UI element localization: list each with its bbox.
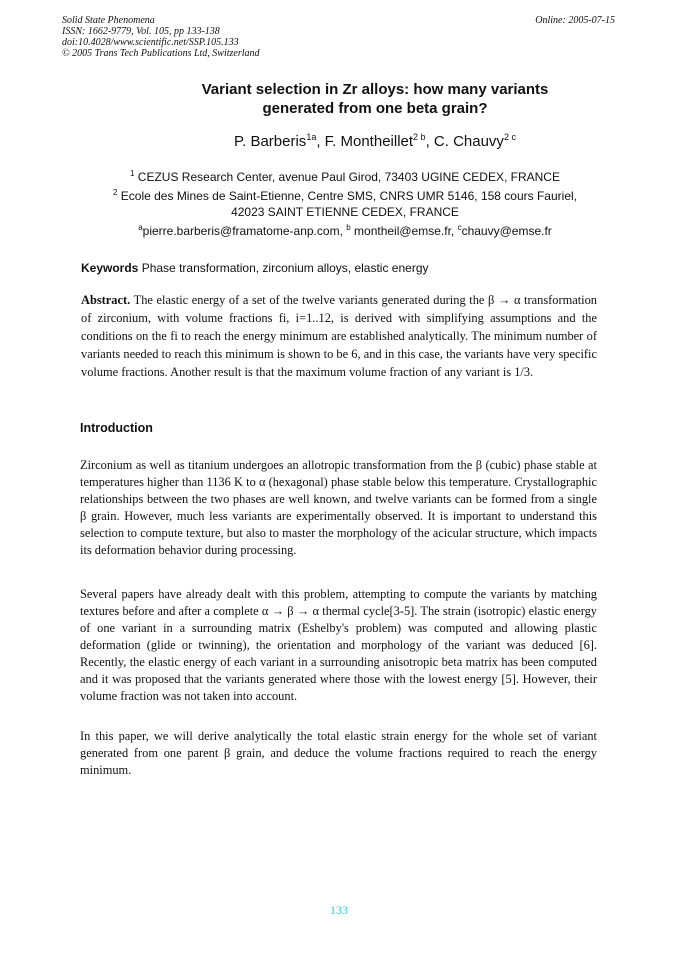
affiliation-2: $^2$ Ecole des Mines de Saint-Etienne, Centre SMS, CNRS UMR 5146, 158 cours Fauriel, bbox=[112, 188, 577, 203]
affiliation-2-cont: 42023 SAINT ETIENNE CEDEX, FRANCE bbox=[231, 205, 459, 219]
online-date: Online: 2005-07-15 bbox=[535, 15, 615, 26]
author-name: F. Montheillet bbox=[324, 133, 414, 150]
issn-line: ISSN: 1662-9779, Vol. 105, pp 133-138 bbox=[62, 26, 220, 37]
title-line-1: Variant selection in Zr alloys: how many variants bbox=[201, 81, 549, 98]
copyright-line: © 2005 Trans Tech Publications Ltd, Switzerland bbox=[62, 48, 260, 59]
author-name: P. Barberis bbox=[234, 133, 307, 150]
journal-name: Solid State Phenomena bbox=[62, 15, 155, 26]
affiliations bbox=[90, 166, 600, 239]
keywords bbox=[81, 261, 429, 275]
author-sup: 2 b bbox=[413, 132, 426, 142]
abstract-label: Abstract. bbox=[81, 293, 131, 307]
keywords-text: Phase transformation, zirconium alloys, elastic energy bbox=[141, 261, 429, 275]
paragraph: Several papers have already dealt with this problem, attempting to compute the variants by matching textures before and after a complete α → β → α thermal cycle[3-5]. The strain (isotropic) elastic energy of one variant in a surrounding matrix (Eshelby's problem) was computed and allowing plastic deformation (glide or twinning), the orientation and morphology of the variant was deduced [6]. Recently, the elastic energy of each variant in a surrounding anisotropic beta matrix has been computed and it was proposed that the variants generated where those with the lowest energy [5]. However, their volume fraction was not taken into account. bbox=[80, 587, 597, 703]
keywords-label: Keywords bbox=[81, 261, 139, 275]
author-list bbox=[100, 132, 650, 150]
email-line: $^a$pierre.barberis@framatome-anp.com, $^b$ montheil@emse.fr, $^c$chauvy@emse.fr bbox=[138, 223, 552, 238]
section-heading: Introduction bbox=[80, 421, 153, 435]
doi-line: doi:10.4028/www.scientific.net/SSP.105.133 bbox=[62, 37, 239, 48]
page-number: 133 bbox=[330, 903, 348, 917]
paper-title bbox=[100, 80, 650, 118]
author-sep: , bbox=[425, 133, 434, 150]
paragraph: Zirconium as well as titanium undergoes an allotropic transformation from the β (cubic) phase stable at temperatures higher than 1136 K to α (hexagonal) phase stable below this temperature. Crystallographic relationships between the two phases are well known, and twelve variants can be formed from a single β grain. However, much less variants are experimentally observed. It is important to understand this selection to compute texture, but also to master the morphology of the acicular structure, which impacts its deformation behavior during processing. bbox=[80, 458, 597, 557]
title-line-2: generated from one beta grain? bbox=[262, 100, 488, 117]
author-name: C. Chauvy bbox=[433, 133, 504, 150]
abstract bbox=[81, 291, 597, 381]
author-sup: 1a bbox=[306, 132, 317, 142]
abstract-text: The elastic energy of a set of the twelve variants generated during the β → α transformation of zirconium, with volume fractions fi, i=1..12, is derived with simplifying assumptions and the conditions on the fi to reach the energy minimum are established analytically. The minimum number of variants needed to reach this minimum is shown to be 6, and in this case, the variants have very specific volume fractions. Another result is that the maximum volume fraction of any variant is 1/3. bbox=[81, 293, 598, 379]
affiliation-1: $^1$ CEZUS Research Center, avenue Paul Girod, 73403 UGINE CEDEX, FRANCE bbox=[130, 169, 560, 184]
paragraph: In this paper, we will derive analytically the total elastic strain energy for the whole set of variant generated from one parent β grain, and deduce the volume fractions required to reach the energy minimum. bbox=[80, 729, 597, 777]
author-sep: , bbox=[316, 133, 325, 150]
page-header bbox=[62, 15, 615, 59]
author-sup: 2 c bbox=[503, 132, 516, 142]
